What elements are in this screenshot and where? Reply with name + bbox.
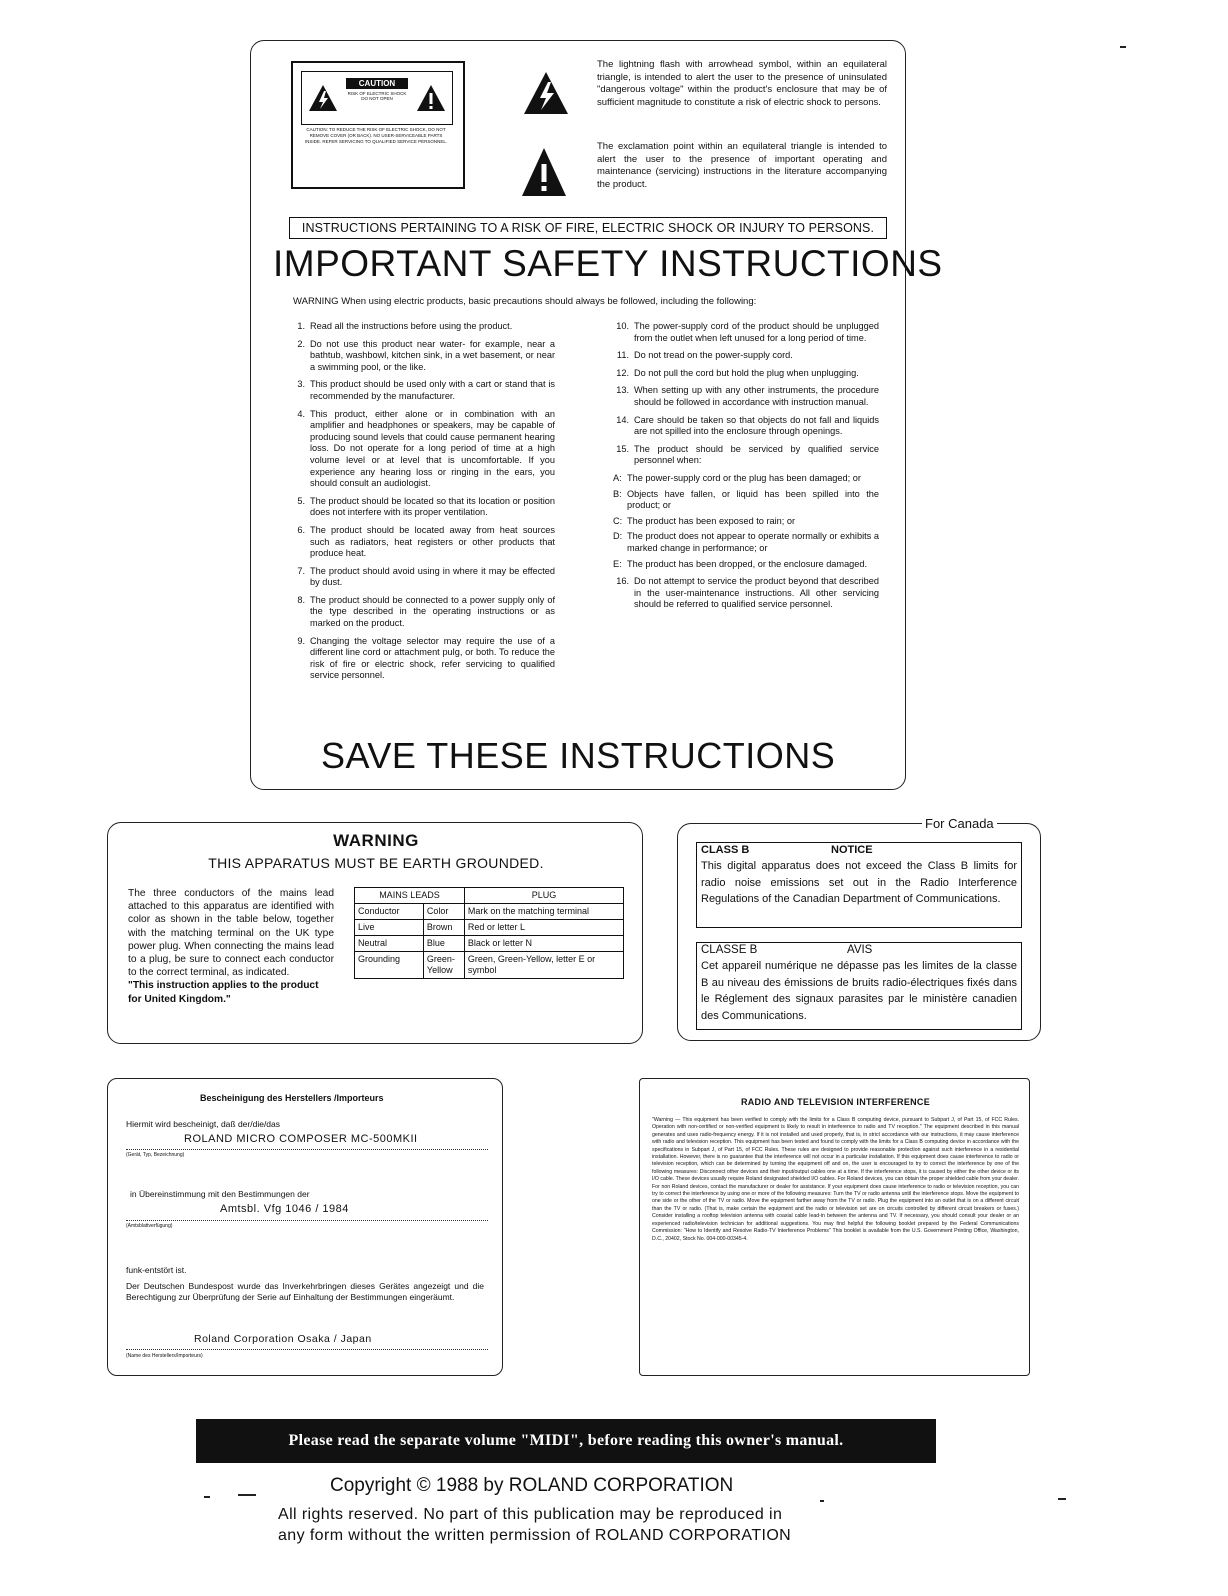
manufacturer-label: (Name des Herstellers/Importeurs) bbox=[126, 1353, 203, 1359]
table-row: Live Brown Red or letter L bbox=[355, 920, 624, 936]
lightning-triangle-icon bbox=[523, 71, 569, 115]
risk-banner: INSTRUCTIONS PERTAINING TO A RISK OF FIRE, ELECTRIC SHOCK OR INJURY TO PERSONS. bbox=[289, 217, 887, 239]
german-line-1: Hiermit wird bescheinigt, daß der/die/das bbox=[126, 1119, 281, 1129]
classe-b-label: CLASSE B bbox=[701, 944, 758, 956]
list-item: 2. Do not use this product near water- for example, near a bathtub, washbowl, kitchen sink, in a wet basement, or near a swimming pool, or the like. bbox=[297, 338, 555, 372]
rights-line-1: All rights reserved. No part of this publication may be reproduced in bbox=[278, 1506, 783, 1523]
table-header-row: MAINS LEADS PLUG bbox=[355, 888, 624, 904]
list-item: 10. The power-supply cord of the product should be unplugged from the outlet when left unused for a long period of time. bbox=[616, 321, 879, 343]
safety-title: IMPORTANT SAFETY INSTRUCTIONS bbox=[273, 243, 943, 284]
list-item: 6. The product should be located away from heat sources such as radiators, heat registers or other products that produce heat. bbox=[297, 524, 555, 559]
list-item: 15. The product should be serviced by qualified service personnel when: bbox=[616, 443, 879, 466]
sub-item: A: The power-supply cord or the plug has been damaged; or bbox=[613, 472, 861, 483]
caution-subtext: RISK OF ELECTRIC SHOCK DO NOT OPEN bbox=[347, 91, 407, 101]
exclamation-triangle-icon bbox=[521, 147, 567, 197]
caution-label-top bbox=[301, 71, 453, 125]
sub-item: B: Objects have fallen, or liquid has been spilled into the product; or bbox=[613, 488, 879, 511]
caution-label bbox=[291, 61, 465, 189]
sub-item: E: The product has been dropped, or the enclosure damaged. bbox=[613, 558, 868, 569]
rti-box bbox=[639, 1078, 1030, 1376]
copyright-line: Copyright © 1988 by ROLAND CORPORATION bbox=[330, 1475, 734, 1496]
sub-item: D: The product does not appear to operate normally or exhibits a marked change in performance; or bbox=[613, 531, 879, 553]
list-item: 14. Care should be taken so that objects do not fall and liquids are not spilled into the enclosure through openings. bbox=[616, 414, 879, 437]
list-item: 1. Read all the instructions before using the product. bbox=[297, 321, 513, 331]
lightning-explanation: The lightning flash with arrowhead symbol, within an equilateral triangle, is intended to alert the user to the presence of uninsulated "dangerous voltage" within the product's enclosure that may be of sufficient magnitude to constitute a risk of electric shock to persons. bbox=[597, 59, 887, 108]
list-item: 8. The product should be connected to a power supply only of the type described in the operating instructions or as marked on the product. bbox=[297, 594, 555, 629]
midi-notice-banner: Please read the separate volume "MIDI", before reading this owner's manual. bbox=[196, 1419, 936, 1463]
right-instruction-column bbox=[607, 321, 879, 617]
list-item: 16. Do not attempt to service the product beyond that described in the user-maintenance instructions. All other servicing should be referred to qualified service personnel. bbox=[616, 576, 879, 610]
table-row: Grounding Green-Yellow Green, Green-Yellow, letter E or symbol bbox=[355, 952, 624, 979]
rights-line-2: any form without the written permission of ROLAND CORPORATION bbox=[278, 1527, 792, 1544]
class-b-label: CLASS B bbox=[701, 844, 750, 856]
avis-label: AVIS bbox=[847, 944, 873, 956]
list-item: 9. Changing the voltage selector may require the use of a different line cord or attachment pulg, or both. To reduce the risk of fire or electric shock, refer servicing to qualified service personnel. bbox=[297, 635, 555, 681]
sub-item: C: The product has been exposed to rain; or bbox=[613, 515, 796, 526]
left-instruction-column bbox=[287, 321, 555, 688]
safety-instructions-box bbox=[250, 40, 943, 790]
exclamation-warning-icon bbox=[416, 84, 446, 112]
list-item: 12. Do not pull the cord but hold the plug when unplugging. bbox=[616, 367, 859, 378]
exclamation-explanation: The exclamation point within an equilateral triangle is intended to alert the user to the presence of important operating and maintenance (servicing) instructions in the literature accompanying the product. bbox=[597, 141, 887, 190]
earth-warning-box bbox=[107, 822, 643, 1044]
list-item: 11. Do not tread on the power-supply cord. bbox=[616, 350, 793, 361]
canada-notice-box bbox=[677, 816, 1041, 1041]
list-item: 13. When setting up with any other instruments, the procedure should be followed in accordance with instruction manual. bbox=[616, 385, 879, 407]
earth-warning-subtitle: THIS APPARATUS MUST BE EARTH GROUNDED. bbox=[208, 855, 544, 871]
list-item: 4. This product, either alone or in combination with an amplifier and headphones or speakers, may be capable of producing sound levels that could cause permanent hearing loss. Do not operate for a long period of time at a high volume level or at level that is uncomfortable. If you experience any hearing loss or ringing in the ears, you should consult an audiologist. bbox=[297, 408, 555, 489]
list-item: 7. The product should avoid using in where it may be effected by dust. bbox=[297, 565, 555, 588]
german-title: Bescheinigung des Herstellers /Importeurs bbox=[200, 1093, 384, 1103]
classe-b-avis bbox=[696, 942, 1022, 1030]
german-paragraph: Der Deutschen Bundespost wurde das Inverkehrbringen dieses Gerätes angezeigt und die Berechtigung zur Überprüfung der Serie auf Einhaltung der Bestimmungen eingeräumt. bbox=[126, 1281, 484, 1302]
warning-line: WARNING When using electric products, basic precautions should always be followed, including the following: bbox=[293, 296, 757, 307]
german-line-2: in Übereinstimmung mit den Bestimmungen der bbox=[130, 1189, 310, 1199]
german-line-3: funk-entstört ist. bbox=[126, 1265, 187, 1275]
rti-body: "Warning — This equipment has been verified to comply with the limits for a Class B computing device, pursuant to Subpart J, of Part 15, of FCC Rules. Operation with non-certified or non-verified equipment is likely to result in interference to radio and TV reception." The equipment described in this manual generates and uses radio-frequency energy. If it is not installed and used properly, that is, in strict accordance with our instructions, it may cause interference with radio and television reception. This equipment has been tested and found to comply with the limits for a Class B computing device in accordance with the specifications in Subpart J, of Part 15, of FCC Rules. These rules are designed to provide reasonable protection against such interference in a residential installation. However, there is no guarantee that the interference will not occur in a particular installation. If this equipment does cause interference to radio or television reception, which can be determined by turning the equipment off and on, the user is encouraged to try to correct the interference by one of the following measures: Disconnect other devices and their input/output cables one at a time. If the interference stops, it is caused by either the other device or its I/O cable. These devices usually require Roland designated shielded I/O cables. For Roland devices, you can obtain the proper shielded cable from your dealer. For non Roland devices, contact the manufacturer or dealer for assistance. If your equipment does cause interference to radio or television reception, you can try to correct the interference by using one or more of the following measures: Turn the TV or radio antenna until the interference stops. Move the equipment to one side or the other of the TV or radio. Move the equipment farther away from the TV or radio. Plug the equipment into an outlet that is on a different circuit than the TV or radio. (That is, make certain the equipment and the radio or television set are on circuits controlled by different circuit breakers or fuses.) Consider installing a rooftop television antenna with coaxial cable lead-in between the antenna and TV. If necessary, you should consult your dealer or an experienced radio/television technician for additional suggestions. You may find helpful the following booklet prepared by the Federal Communications Commission: "How to Identify and Resolve Radio-TV Interference Problems" This booklet is available from the U.S. Government Printing Office, Washington, D.C., 20402, Stock No. 004-000-00345-4. bbox=[652, 1117, 1019, 1242]
manufacturer-name: Roland Corporation Osaka / Japan bbox=[194, 1333, 372, 1345]
device-label: (Gerät, Typ, Bezeichnung) bbox=[126, 1152, 185, 1158]
uk-note: "This instruction applies to the product for United Kingdom." bbox=[128, 980, 319, 1005]
notice-label: NOTICE bbox=[831, 844, 873, 856]
rti-title: RADIO AND TELEVISION INTERFERENCE bbox=[740, 1097, 931, 1107]
lightning-warning-icon bbox=[308, 84, 338, 112]
table-row: Conductor Color Mark on the matching terminal bbox=[355, 904, 624, 920]
classe-b-text: Cet appareil numérique ne dépasse pas les limites de la classe B au niveau des émissions de bruits radio-électriques fixés dans le Réglement des signaux parasites par le ministère canadien des Communications. bbox=[701, 960, 1017, 1022]
save-instructions-heading: SAVE THESE INSTRUCTIONS bbox=[321, 735, 836, 776]
class-b-notice bbox=[696, 842, 1022, 928]
device-name: ROLAND MICRO COMPOSER MC-500MKII bbox=[184, 1133, 418, 1145]
mains-leads-table bbox=[354, 887, 624, 979]
german-certificate-box bbox=[107, 1078, 503, 1376]
amtsblatt-value: Amtsbl. Vfg 1046 / 1984 bbox=[220, 1203, 349, 1215]
class-b-text: This digital apparatus does not exceed the Class B limits for radio noise emissions set out in the Radio Interference Regulations of the Canadian Department of Communications. bbox=[701, 860, 1017, 906]
earth-warning-text: The three conductors of the mains lead attached to this apparatus are identified with color as shown in the table below, together with the matching terminal on the UK type power plug. When connecting the mains lead to a plug, be sure to connect each conductor to the correct terminal, as indicated. "This instruction applies to the product for United Kingdom." bbox=[128, 888, 334, 1005]
caution-banner: CAUTION bbox=[346, 78, 408, 89]
earth-warning-title: WARNING bbox=[333, 831, 419, 850]
table-row: Neutral Blue Black or letter N bbox=[355, 936, 624, 952]
amtsblatt-label: (Amtsblattverfügung) bbox=[126, 1223, 173, 1229]
canada-legend: For Canada bbox=[922, 816, 997, 831]
list-item: 5. The product should be located so that its location or position does not interfere with its proper ventilation. bbox=[297, 495, 555, 518]
list-item: 3. This product should be used only with a cart or stand that is recommended by the manufacturer. bbox=[297, 379, 555, 401]
caution-label-text: CAUTION: TO REDUCE THE RISK OF ELECTRIC SHOCK, DO NOT REMOVE COVER (OR BACK). NO USER-SERVICEABLE PARTS INSIDE. REFER SERVICING TO QUALIFIED SERVICE PERSONNEL. bbox=[304, 127, 448, 144]
